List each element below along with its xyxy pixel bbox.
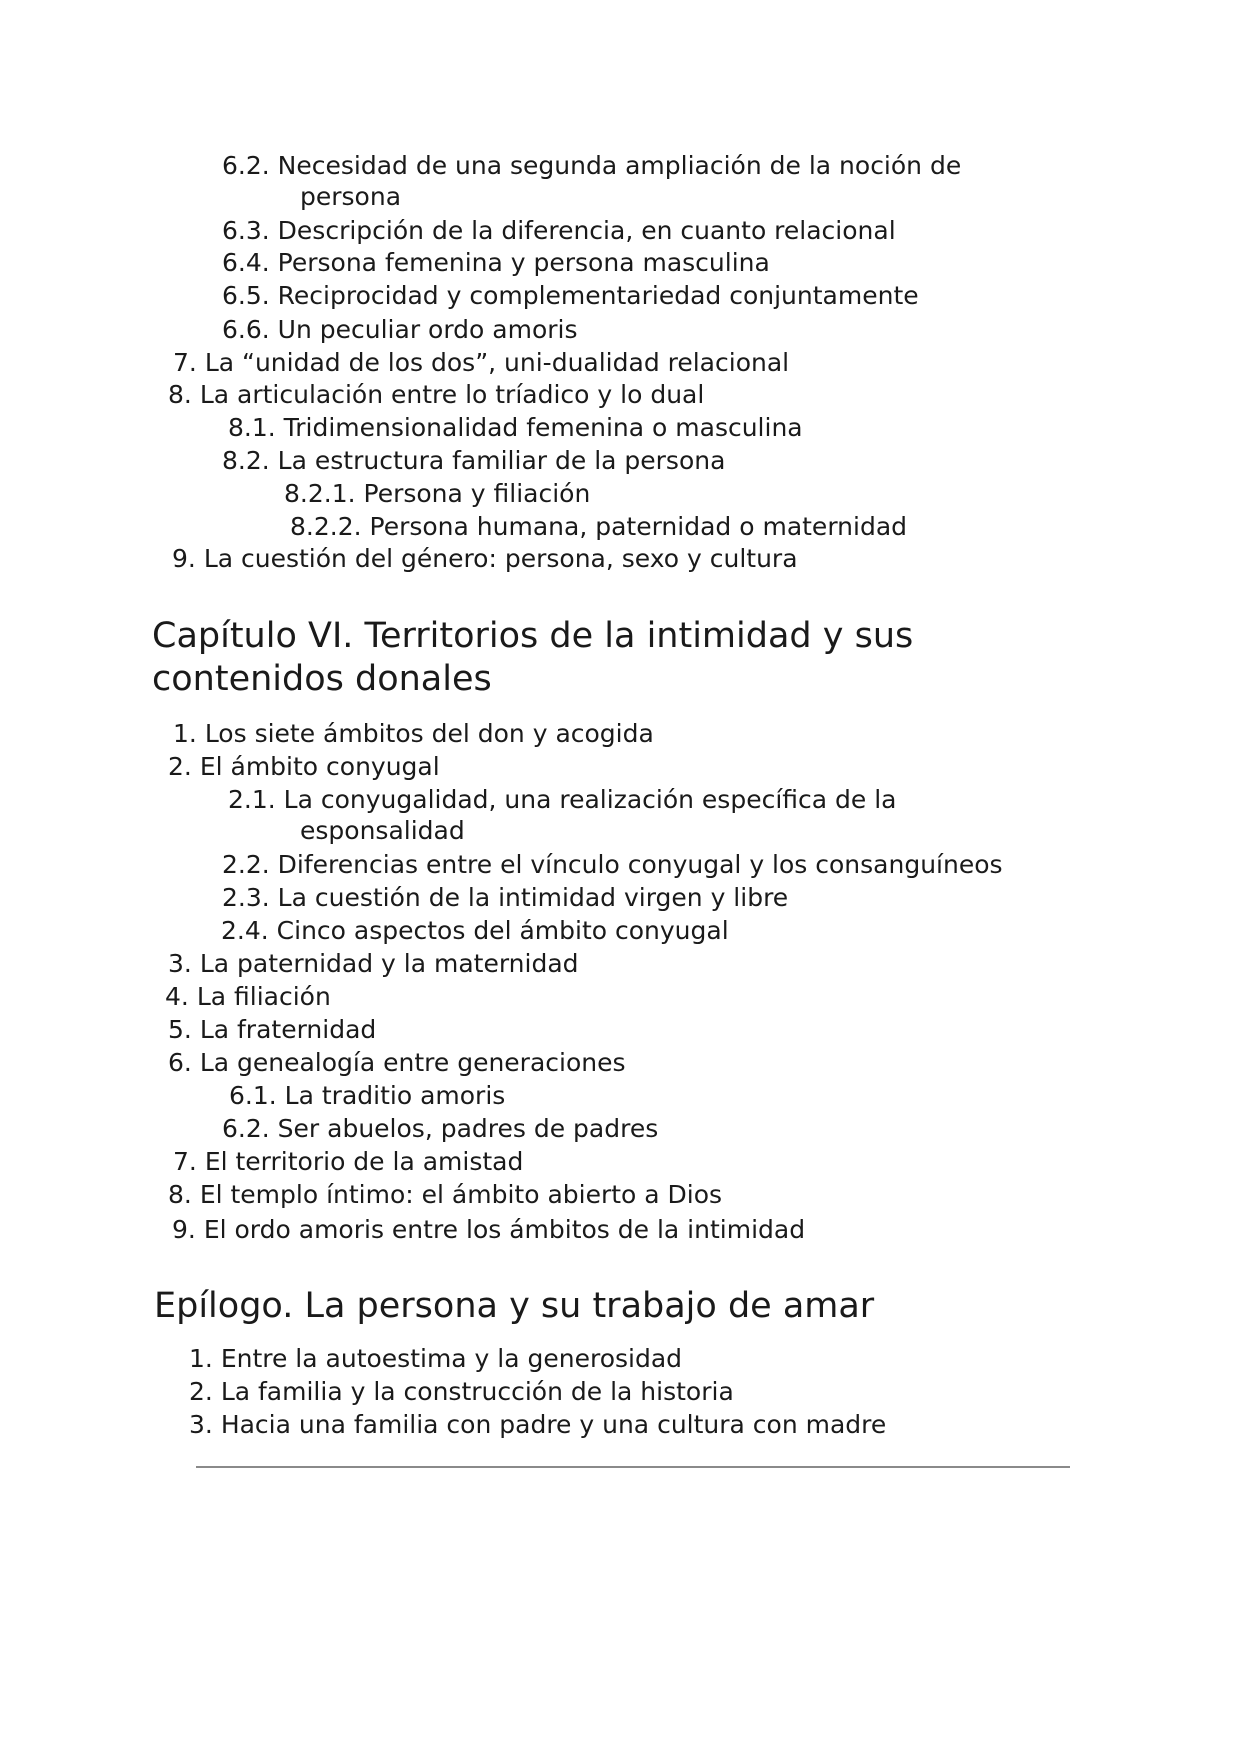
item-text: Persona y filiación [363,479,591,508]
item-text: La familia y la construcción de la historia [220,1377,734,1406]
item-text: La estructura familiar de la persona [277,446,726,475]
toc-item [222,247,770,279]
item-text: Reciprocidad y complementariedad conjuntamente [277,281,919,310]
toc-item [290,511,907,543]
item-number: 8.2.2. [290,512,362,541]
item-text: Persona humana, paternidad o maternidad [369,512,908,541]
item-number: 6. [168,1048,192,1077]
toc-item [168,948,579,980]
item-number: 9. [172,1215,196,1244]
item-number: 6.1. [229,1081,277,1110]
toc-item [168,1047,626,1079]
epilogue-title: Epílogo. La persona y su trabajo de amar [154,1286,875,1326]
toc-item [222,882,788,914]
toc-item [222,280,919,312]
item-number: 8.2. [222,446,270,475]
item-text: Los siete ámbitos del don y acogida [204,719,654,748]
item-text: El ordo amoris entre los ámbitos de la intimidad [203,1215,806,1244]
toc-item [222,1113,658,1145]
toc-item [168,1179,722,1211]
toc-item [172,1214,805,1246]
item-text: La genealogía entre generaciones [199,1048,626,1077]
item-number: 2.1. [228,785,276,814]
item-text: El templo íntimo: el ámbito abierto a Dios [199,1180,723,1209]
toc-item [222,215,896,247]
epilogue-heading [154,1285,874,1328]
toc-item [222,445,725,477]
toc-item [173,1146,523,1178]
item-number: 6.4. [222,248,270,277]
item-text: La filiación [196,982,331,1011]
item-text: La “unidad de los dos”, uni-dualidad relacional [204,348,790,377]
toc-item [228,412,803,444]
item-text: La fraternidad [199,1015,377,1044]
item-number: 2. [189,1377,213,1406]
item-text: Entre la autoestima y la generosidad [220,1344,683,1373]
item-text: Necesidad de una segunda ampliación de la noción de [277,151,962,180]
item-number: 2.4. [221,916,269,945]
item-text: Diferencias entre el vínculo conyugal y los consanguíneos [277,850,1003,879]
toc-item [165,981,331,1013]
item-number: 6.2. [222,1114,270,1143]
item-text: Descripción de la diferencia, en cuanto relacional [277,216,896,245]
item-text: esponsalidad [300,816,465,845]
item-number: 7. [173,1147,197,1176]
item-text: La cuestión de la intimidad virgen y libre [277,883,789,912]
item-number: 8. [168,380,192,409]
item-number: 7. [173,348,197,377]
item-number: 3. [189,1410,213,1439]
item-text: La conyugalidad, una realización específica de la [283,785,897,814]
item-number: 5. [168,1015,192,1044]
item-number: 8.1. [228,413,276,442]
toc-item [168,1014,376,1046]
item-number: 1. [173,719,197,748]
item-number: 6.2. [222,151,270,180]
item-text: Ser abuelos, padres de padres [277,1114,659,1143]
toc-item [228,784,897,816]
toc-item [189,1376,734,1408]
item-number: 8.2.1. [284,479,356,508]
toc-item [168,379,704,411]
chapter-heading-continuation [152,658,492,701]
item-number: 3. [168,949,192,978]
item-number: 6.6. [222,315,270,344]
item-number: 8. [168,1180,192,1209]
item-text: Un peculiar ordo amoris [277,315,578,344]
toc-item [168,751,440,783]
item-number: 1. [189,1344,213,1373]
toc-item [173,718,654,750]
item-number: 6.3. [222,216,270,245]
item-text: La traditio amoris [284,1081,506,1110]
toc-item [222,849,1003,881]
toc-item [172,543,798,575]
item-text: El territorio de la amistad [204,1147,524,1176]
item-text: Cinco aspectos del ámbito conyugal [276,916,729,945]
item-number: 9. [172,544,196,573]
chapter-title-line1: Capítulo VI. Territorios de la intimidad y sus [152,616,914,656]
item-number: 4. [165,982,189,1011]
toc-item [284,478,590,510]
toc-item [229,1080,505,1112]
chapter-heading [152,615,913,658]
item-number: 2.2. [222,850,270,879]
toc-item [222,150,961,182]
toc-item [173,347,789,379]
toc-item [189,1409,886,1441]
item-text: Persona femenina y persona masculina [277,248,770,277]
item-text: Tridimensionalidad femenina o masculina [283,413,803,442]
horizontal-rule [196,1466,1070,1468]
item-number: 6.5. [222,281,270,310]
chapter-title-line2: contenidos donales [152,659,492,699]
toc-item-continuation [300,181,401,213]
toc-item [221,915,729,947]
item-number: 2.3. [222,883,270,912]
item-text: persona [300,182,402,211]
item-text: El ámbito conyugal [199,752,440,781]
item-text: La paternidad y la maternidad [199,949,579,978]
toc-item [189,1343,682,1375]
toc-item-continuation [300,815,465,847]
toc-item [222,314,578,346]
item-text: La cuestión del género: persona, sexo y cultura [203,544,798,573]
item-number: 2. [168,752,192,781]
item-text: La articulación entre lo tríadico y lo dual [199,380,705,409]
item-text: Hacia una familia con padre y una cultura con madre [220,1410,887,1439]
